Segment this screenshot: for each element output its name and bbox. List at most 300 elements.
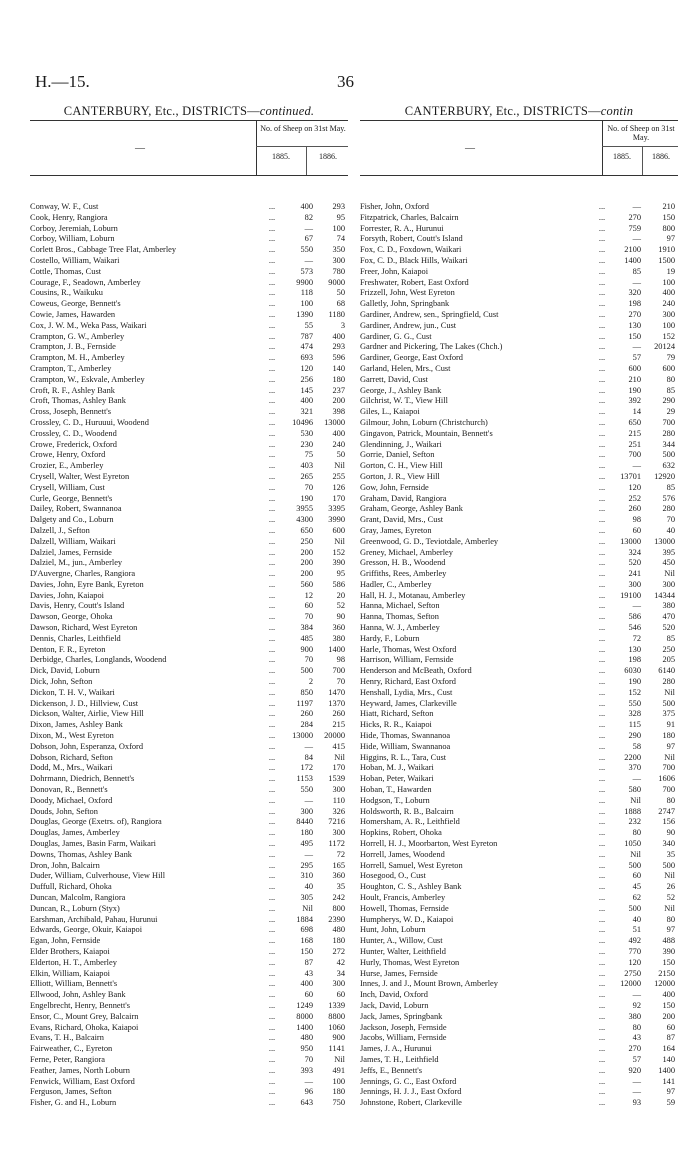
sheep-1885: 650 <box>628 417 641 427</box>
table-row <box>360 580 678 591</box>
year-1886: 1886. <box>652 152 670 161</box>
owner-name: Horrell, James, Woodend <box>360 849 445 859</box>
sheep-1886: 500 <box>662 860 675 870</box>
leader-dots: ... <box>268 601 276 611</box>
table-row <box>360 364 678 375</box>
leader-dots: ... <box>268 677 276 687</box>
sheep-1885: 250 <box>300 536 313 546</box>
sheep-1885: 43 <box>632 1033 641 1043</box>
sheep-1886: 600 <box>332 525 345 535</box>
table-row <box>360 224 678 235</box>
owner-name: Galletly, John, Springbank <box>360 299 450 309</box>
sheep-1885: 82 <box>304 212 313 222</box>
owner-name: Crampton, M. H., Amberley <box>30 353 125 363</box>
table-row <box>30 1055 348 1066</box>
sheep-1886: 491 <box>332 1065 345 1075</box>
sheep-1886: 85 <box>666 385 675 395</box>
owner-name: Gow, John, Fernside <box>360 482 429 492</box>
table-row <box>360 537 678 548</box>
table-row <box>30 763 348 774</box>
sheep-1886: 85 <box>666 633 675 643</box>
owner-name: Crozier, E., Amberley <box>30 461 104 471</box>
leader-dots: ... <box>268 644 276 654</box>
owner-name: Cook, Henry, Rangiora <box>30 212 108 222</box>
sheep-1885: 300 <box>628 579 641 589</box>
year-1885: 1885. <box>613 152 631 161</box>
sheep-1885: 8000 <box>296 1011 313 1021</box>
leader-dots: ... <box>268 353 276 363</box>
leader-dots: ... <box>268 968 276 978</box>
column-header <box>360 121 678 176</box>
sheep-1886: 91 <box>666 720 675 730</box>
sheep-1885: 650 <box>300 525 313 535</box>
sheep-1886: 200 <box>332 396 345 406</box>
owner-name: Davies, John, Kaiapoi <box>30 590 104 600</box>
sheep-1885: — <box>632 277 641 287</box>
sheep-1885: 260 <box>300 709 313 719</box>
sheep-1886: Nil <box>664 687 675 697</box>
owner-name: Gardiner, Andrew, jun., Cust <box>360 320 457 330</box>
leader-dots: ... <box>268 828 276 838</box>
leader-dots: ... <box>598 731 606 741</box>
leader-dots: ... <box>598 363 606 373</box>
table-row <box>360 1012 678 1023</box>
sheep-count-label: No. of Sheep on 31st May. <box>607 124 675 142</box>
sheep-1886: 280 <box>662 677 675 687</box>
owner-name: Hoban, T., Hawarden <box>360 785 432 795</box>
leader-dots: ... <box>598 666 606 676</box>
sheep-1885: 260 <box>628 504 641 514</box>
leader-dots: ... <box>598 882 606 892</box>
owner-name: Griffiths, Rees, Amberley <box>360 569 447 579</box>
owner-name: Hoban, M. J., Waikari <box>360 763 434 773</box>
owner-name: Dalziel, M., jun., Amberley <box>30 558 123 568</box>
sheep-1885: — <box>304 1076 313 1086</box>
sheep-1886: 100 <box>332 1076 345 1086</box>
table-row <box>360 299 678 310</box>
sheep-1885: 93 <box>632 1098 641 1108</box>
sheep-1886: 150 <box>662 957 675 967</box>
sheep-1886: 97 <box>666 741 675 751</box>
owner-name: Forsyth, Robert, Coutt's Island <box>360 234 463 244</box>
column-header <box>30 121 348 176</box>
owner-name: Ferguson, James, Sefton <box>30 1087 112 1097</box>
owner-name: Fitzpatrick, Charles, Balcairn <box>360 212 459 222</box>
sheep-1885: 3955 <box>296 504 313 514</box>
table-row <box>30 332 348 343</box>
leader-dots: ... <box>268 946 276 956</box>
table-row <box>30 213 348 224</box>
sheep-1885: 485 <box>300 633 313 643</box>
table-row <box>30 753 348 764</box>
leader-dots: ... <box>598 417 606 427</box>
sheep-1886: 165 <box>332 860 345 870</box>
leader-dots: ... <box>598 871 606 881</box>
sheep-1886: 126 <box>332 482 345 492</box>
owner-name: Dailey, Robert, Swannanoa <box>30 504 122 514</box>
table-row <box>30 915 348 926</box>
owner-name: Duffull, Richard, Ohoka <box>30 882 112 892</box>
leader-dots: ... <box>268 363 276 373</box>
leader-dots: ... <box>598 493 606 503</box>
table-row <box>30 364 348 375</box>
sheep-1885: 1884 <box>296 914 313 924</box>
year-divider <box>642 147 643 175</box>
owner-name: Hide, Thomas, Swannanoa <box>360 731 451 741</box>
sheep-1885: 120 <box>628 957 641 967</box>
sheep-1886: 632 <box>662 461 675 471</box>
owner-name: Hanna, W. J., Amberley <box>360 623 440 633</box>
table-row <box>360 353 678 364</box>
leader-dots: ... <box>268 245 276 255</box>
leader-dots: ... <box>268 320 276 330</box>
sheep-1886: 180 <box>332 1087 345 1097</box>
sheep-1886: 87 <box>666 1033 675 1043</box>
owner-name: Hardy, F., Loburn <box>360 633 420 643</box>
table-row <box>30 569 348 580</box>
leader-dots: ... <box>598 1011 606 1021</box>
owner-name: Douglas, James, Amberley <box>30 828 120 838</box>
owner-name: Harle, Thomas, West Oxford <box>360 644 457 654</box>
leader-dots: ... <box>268 1000 276 1010</box>
leader-dots: ... <box>598 223 606 233</box>
owner-name: Innes, J. and J., Mount Brown, Amberley <box>360 979 498 989</box>
owner-name: Coweus, George, Bennett's <box>30 299 121 309</box>
sheep-1886: 90 <box>666 828 675 838</box>
sheep-1886: 300 <box>662 309 675 319</box>
table-row <box>360 569 678 580</box>
table-row <box>360 796 678 807</box>
owner-name: Gilmour, John, Loburn (Christchurch) <box>360 417 488 427</box>
sheep-1885: — <box>632 601 641 611</box>
table-row <box>360 763 678 774</box>
leader-dots: ... <box>268 547 276 557</box>
sheep-1886: 750 <box>332 1098 345 1108</box>
owner-name: Hanna, Thomas, Sefton <box>360 612 439 622</box>
owner-name: Downs, Thomas, Ashley Bank <box>30 849 132 859</box>
leader-dots: ... <box>268 1065 276 1075</box>
sheep-1885: 9900 <box>296 277 313 287</box>
table-row <box>360 515 678 526</box>
owner-name: Dodd, M., Mrs., Waikari <box>30 763 113 773</box>
sheep-1886: 141 <box>662 1076 675 1086</box>
leader-dots: ... <box>598 687 606 697</box>
owner-name: Greney, Michael, Amberley <box>360 547 453 557</box>
leader-dots: ... <box>598 839 606 849</box>
owner-name: Dickenson, J. D., Hillview, Cust <box>30 698 139 708</box>
table-row <box>360 688 678 699</box>
sheep-1886: 700 <box>662 417 675 427</box>
table-row <box>360 623 678 634</box>
owner-name: Donovan, R., Bennett's <box>30 785 108 795</box>
sheep-1886: 1172 <box>328 839 345 849</box>
sheep-1885: 13000 <box>292 731 313 741</box>
sheep-1886: 13000 <box>654 536 675 546</box>
table-row <box>30 537 348 548</box>
sheep-1885: 12 <box>304 590 313 600</box>
table-row <box>30 440 348 451</box>
table-row <box>360 321 678 332</box>
sheep-1885: 324 <box>628 547 641 557</box>
table-row <box>30 245 348 256</box>
table-row <box>360 677 678 688</box>
owner-name: Davis, Henry, Coutt's Island <box>30 601 125 611</box>
table-row <box>360 753 678 764</box>
sheep-1886: 26 <box>666 882 675 892</box>
sheep-1886: 300 <box>332 828 345 838</box>
leader-dots: ... <box>598 644 606 654</box>
sheep-1886: 2150 <box>658 968 675 978</box>
table-row <box>30 1023 348 1034</box>
table-row <box>30 558 348 569</box>
owner-name: Earshman, Archibald, Pahau, Hurunui <box>30 914 158 924</box>
sheep-1886: 50 <box>336 288 345 298</box>
leader-dots: ... <box>268 428 276 438</box>
table-row <box>360 1044 678 1055</box>
leader-dots: ... <box>268 1054 276 1064</box>
owner-name: Duder, William, Culverhouse, View Hill <box>30 871 166 881</box>
table-row <box>360 828 678 839</box>
sheep-1886: 100 <box>662 320 675 330</box>
sheep-1886: 13000 <box>324 417 345 427</box>
leader-dots: ... <box>598 288 606 298</box>
owner-name: Fox, C. D., Foxdown, Waikari <box>360 245 462 255</box>
sheep-1886: 340 <box>662 839 675 849</box>
leader-dots: ... <box>598 752 606 762</box>
owner-name: Hodgson, T., Loburn <box>360 795 430 805</box>
leader-dots: ... <box>268 612 276 622</box>
owner-name: Fenwick, William, East Oxford <box>30 1076 135 1086</box>
sheep-1885: 70 <box>304 482 313 492</box>
leader-dots: ... <box>598 385 606 395</box>
sheep-1885: 152 <box>628 687 641 697</box>
owner-name: Engelbrecht, Henry, Bennett's <box>30 1000 131 1010</box>
leader-dots: ... <box>268 471 276 481</box>
leader-dots: ... <box>598 763 606 773</box>
leader-dots: ... <box>268 957 276 967</box>
sheep-1885: 787 <box>300 331 313 341</box>
leader-dots: ... <box>598 255 606 265</box>
sheep-1886: 150 <box>662 1000 675 1010</box>
sheep-1886: 72 <box>336 849 345 859</box>
owner-name: Conway, W. F., Cust <box>30 202 99 211</box>
leader-dots: ... <box>268 633 276 643</box>
sheep-1886: 344 <box>662 439 675 449</box>
owner-name: Croft, Thomas, Ashley Bank <box>30 396 126 406</box>
sheep-1885: 19100 <box>620 590 641 600</box>
table-row <box>30 299 348 310</box>
table-row <box>360 504 678 515</box>
table-row <box>360 839 678 850</box>
sheep-1886: 70 <box>666 515 675 525</box>
leader-dots: ... <box>598 471 606 481</box>
owner-name: Douglas, James, Basin Farm, Waikari <box>30 839 156 849</box>
table-row <box>360 785 678 796</box>
sheep-1885: 256 <box>300 374 313 384</box>
sheep-1885: 200 <box>300 569 313 579</box>
sheep-1885: 70 <box>304 612 313 622</box>
leader-dots: ... <box>598 601 606 611</box>
sheep-1885: 950 <box>300 1044 313 1054</box>
sheep-1886: 700 <box>662 785 675 795</box>
leader-dots: ... <box>268 795 276 805</box>
leader-dots: ... <box>268 536 276 546</box>
sheep-1885: 92 <box>632 1000 641 1010</box>
leader-dots: ... <box>268 741 276 751</box>
sheep-1885: 87 <box>304 957 313 967</box>
leader-dots: ... <box>268 407 276 417</box>
leader-dots: ... <box>598 396 606 406</box>
leader-dots: ... <box>598 893 606 902</box>
sheep-1886: 40 <box>666 525 675 535</box>
table-row <box>360 612 678 623</box>
sheep-1886: 326 <box>332 806 345 816</box>
table-row <box>30 893 348 904</box>
owner-name: Jennings, G. C., East Oxford <box>360 1076 457 1086</box>
table-row <box>360 655 678 666</box>
table-row <box>30 785 348 796</box>
table-row <box>30 990 348 1001</box>
table-row <box>30 202 348 213</box>
owner-name: Crampton, G. W., Amberley <box>30 331 125 341</box>
table-row <box>360 882 678 893</box>
sheep-1886: 8800 <box>328 1011 345 1021</box>
table-row <box>360 267 678 278</box>
sheep-1885: 130 <box>628 644 641 654</box>
leader-dots: ... <box>268 450 276 460</box>
sheep-1885: 200 <box>300 547 313 557</box>
owner-name: Dawson, George, Ohoka <box>30 612 113 622</box>
table-row <box>360 915 678 926</box>
owner-name: Doody, Michael, Oxford <box>30 795 113 805</box>
sheep-1886: 255 <box>332 471 345 481</box>
leader-dots: ... <box>598 439 606 449</box>
owner-name: Dalzell, J., Sefton <box>30 525 90 535</box>
owner-name: Hadler, C., Amberley <box>360 579 432 589</box>
leader-dots: ... <box>598 212 606 222</box>
owner-name: Hicks, R. R., Kaiapoi <box>360 720 432 730</box>
sheep-1885: — <box>304 849 313 859</box>
sheep-1885: 51 <box>632 925 641 935</box>
sheep-1886: 1060 <box>328 1022 345 1032</box>
sheep-1886: 95 <box>336 569 345 579</box>
table-row <box>30 839 348 850</box>
owner-name: Hurse, James, Fernside <box>360 968 438 978</box>
table-row <box>30 504 348 515</box>
table-row <box>360 1066 678 1077</box>
owner-name: Feather, James, North Loburn <box>30 1065 130 1075</box>
table-row <box>360 709 678 720</box>
table-row <box>360 1087 678 1098</box>
owner-name: Crysell, Walter, West Eyreton <box>30 471 130 481</box>
leader-dots: ... <box>268 623 276 633</box>
table-row <box>30 1012 348 1023</box>
owner-name: Cottle, Thomas, Cust <box>30 266 102 276</box>
leader-dots: ... <box>598 320 606 330</box>
owner-name: Corboy, William, Loburn <box>30 234 115 244</box>
owner-name: Denton, F. R., Eyreton <box>30 644 106 654</box>
owner-name: Dennis, Charles, Leithfield <box>30 633 121 643</box>
sheep-1886: 14344 <box>654 590 675 600</box>
owner-name: Cousins, R., Waikuku <box>30 288 103 298</box>
leader-dots: ... <box>268 558 276 568</box>
sheep-1886: 7216 <box>328 817 345 827</box>
sheep-1885: 210 <box>628 374 641 384</box>
leader-dots: ... <box>598 720 606 730</box>
sheep-1885: 284 <box>300 720 313 730</box>
owner-name: Derbidge, Charles, Longlands, Woodend <box>30 655 167 665</box>
sheep-1886: 156 <box>662 817 675 827</box>
sheep-1886: 74 <box>336 234 345 244</box>
owner-name: Jeffs, E., Bennett's <box>360 1065 423 1075</box>
sheep-1885: 70 <box>304 1054 313 1064</box>
sheep-1885: 920 <box>628 1065 641 1075</box>
sheep-1885: 265 <box>300 471 313 481</box>
sheep-1886: 480 <box>332 925 345 935</box>
owner-name: Cox, J. W. M., Weka Pass, Waikari <box>30 320 147 330</box>
sheep-1885: 1197 <box>296 698 313 708</box>
table-row <box>30 871 348 882</box>
leader-dots: ... <box>268 936 276 946</box>
table-row <box>30 947 348 958</box>
column-title: CANTERBURY, Etc., DISTRICTS—contin <box>404 104 634 118</box>
leader-dots: ... <box>598 536 606 546</box>
leader-dots: ... <box>268 731 276 741</box>
sheep-1886: 415 <box>332 741 345 751</box>
leader-dots: ... <box>268 299 276 309</box>
leader-dots: ... <box>598 234 606 244</box>
sheep-1885: 2750 <box>624 968 641 978</box>
sheep-1885: 520 <box>628 558 641 568</box>
leader-dots: ... <box>268 860 276 870</box>
table-row <box>360 418 678 429</box>
owner-name: Courage, F., Seadown, Amberley <box>30 277 141 287</box>
table-row <box>360 450 678 461</box>
owner-name: Fairweather, C., Eyreton <box>30 1044 113 1054</box>
sheep-1886: 360 <box>332 623 345 633</box>
table-row <box>360 256 678 267</box>
leader-dots: ... <box>598 806 606 816</box>
owner-name: Ferne, Peter, Rangiora <box>30 1054 106 1064</box>
table-row <box>30 342 348 353</box>
sheep-1885: 900 <box>300 644 313 654</box>
owner-name: Jacobs, William, Fernside <box>360 1033 447 1043</box>
sheep-1885: 14 <box>632 407 641 417</box>
table-row <box>360 278 678 289</box>
owner-name: Gilchrist, W. T., View Hill <box>360 396 448 406</box>
sheep-1886: Nil <box>664 752 675 762</box>
table-row <box>360 925 678 936</box>
leader-dots: ... <box>598 504 606 514</box>
owner-name: Hoult, Francis, Amberley <box>360 893 446 902</box>
sheep-1885: 62 <box>632 893 641 902</box>
leader-dots: ... <box>268 493 276 503</box>
table-row <box>30 1077 348 1088</box>
sheep-1886: 95 <box>336 212 345 222</box>
table-row <box>360 472 678 483</box>
table-row <box>30 850 348 861</box>
owner-name: Garrett, David, Cust <box>360 374 428 384</box>
leader-dots: ... <box>268 309 276 319</box>
leader-dots: ... <box>268 212 276 222</box>
sheep-1885: 550 <box>300 245 313 255</box>
sheep-1886: 110 <box>332 795 345 805</box>
sheep-1886: 470 <box>662 612 675 622</box>
sheep-1886: 237 <box>332 385 345 395</box>
leader-dots: ... <box>598 698 606 708</box>
sheep-1885: 270 <box>628 212 641 222</box>
owner-name: Gardiner, George, East Oxford <box>360 353 463 363</box>
